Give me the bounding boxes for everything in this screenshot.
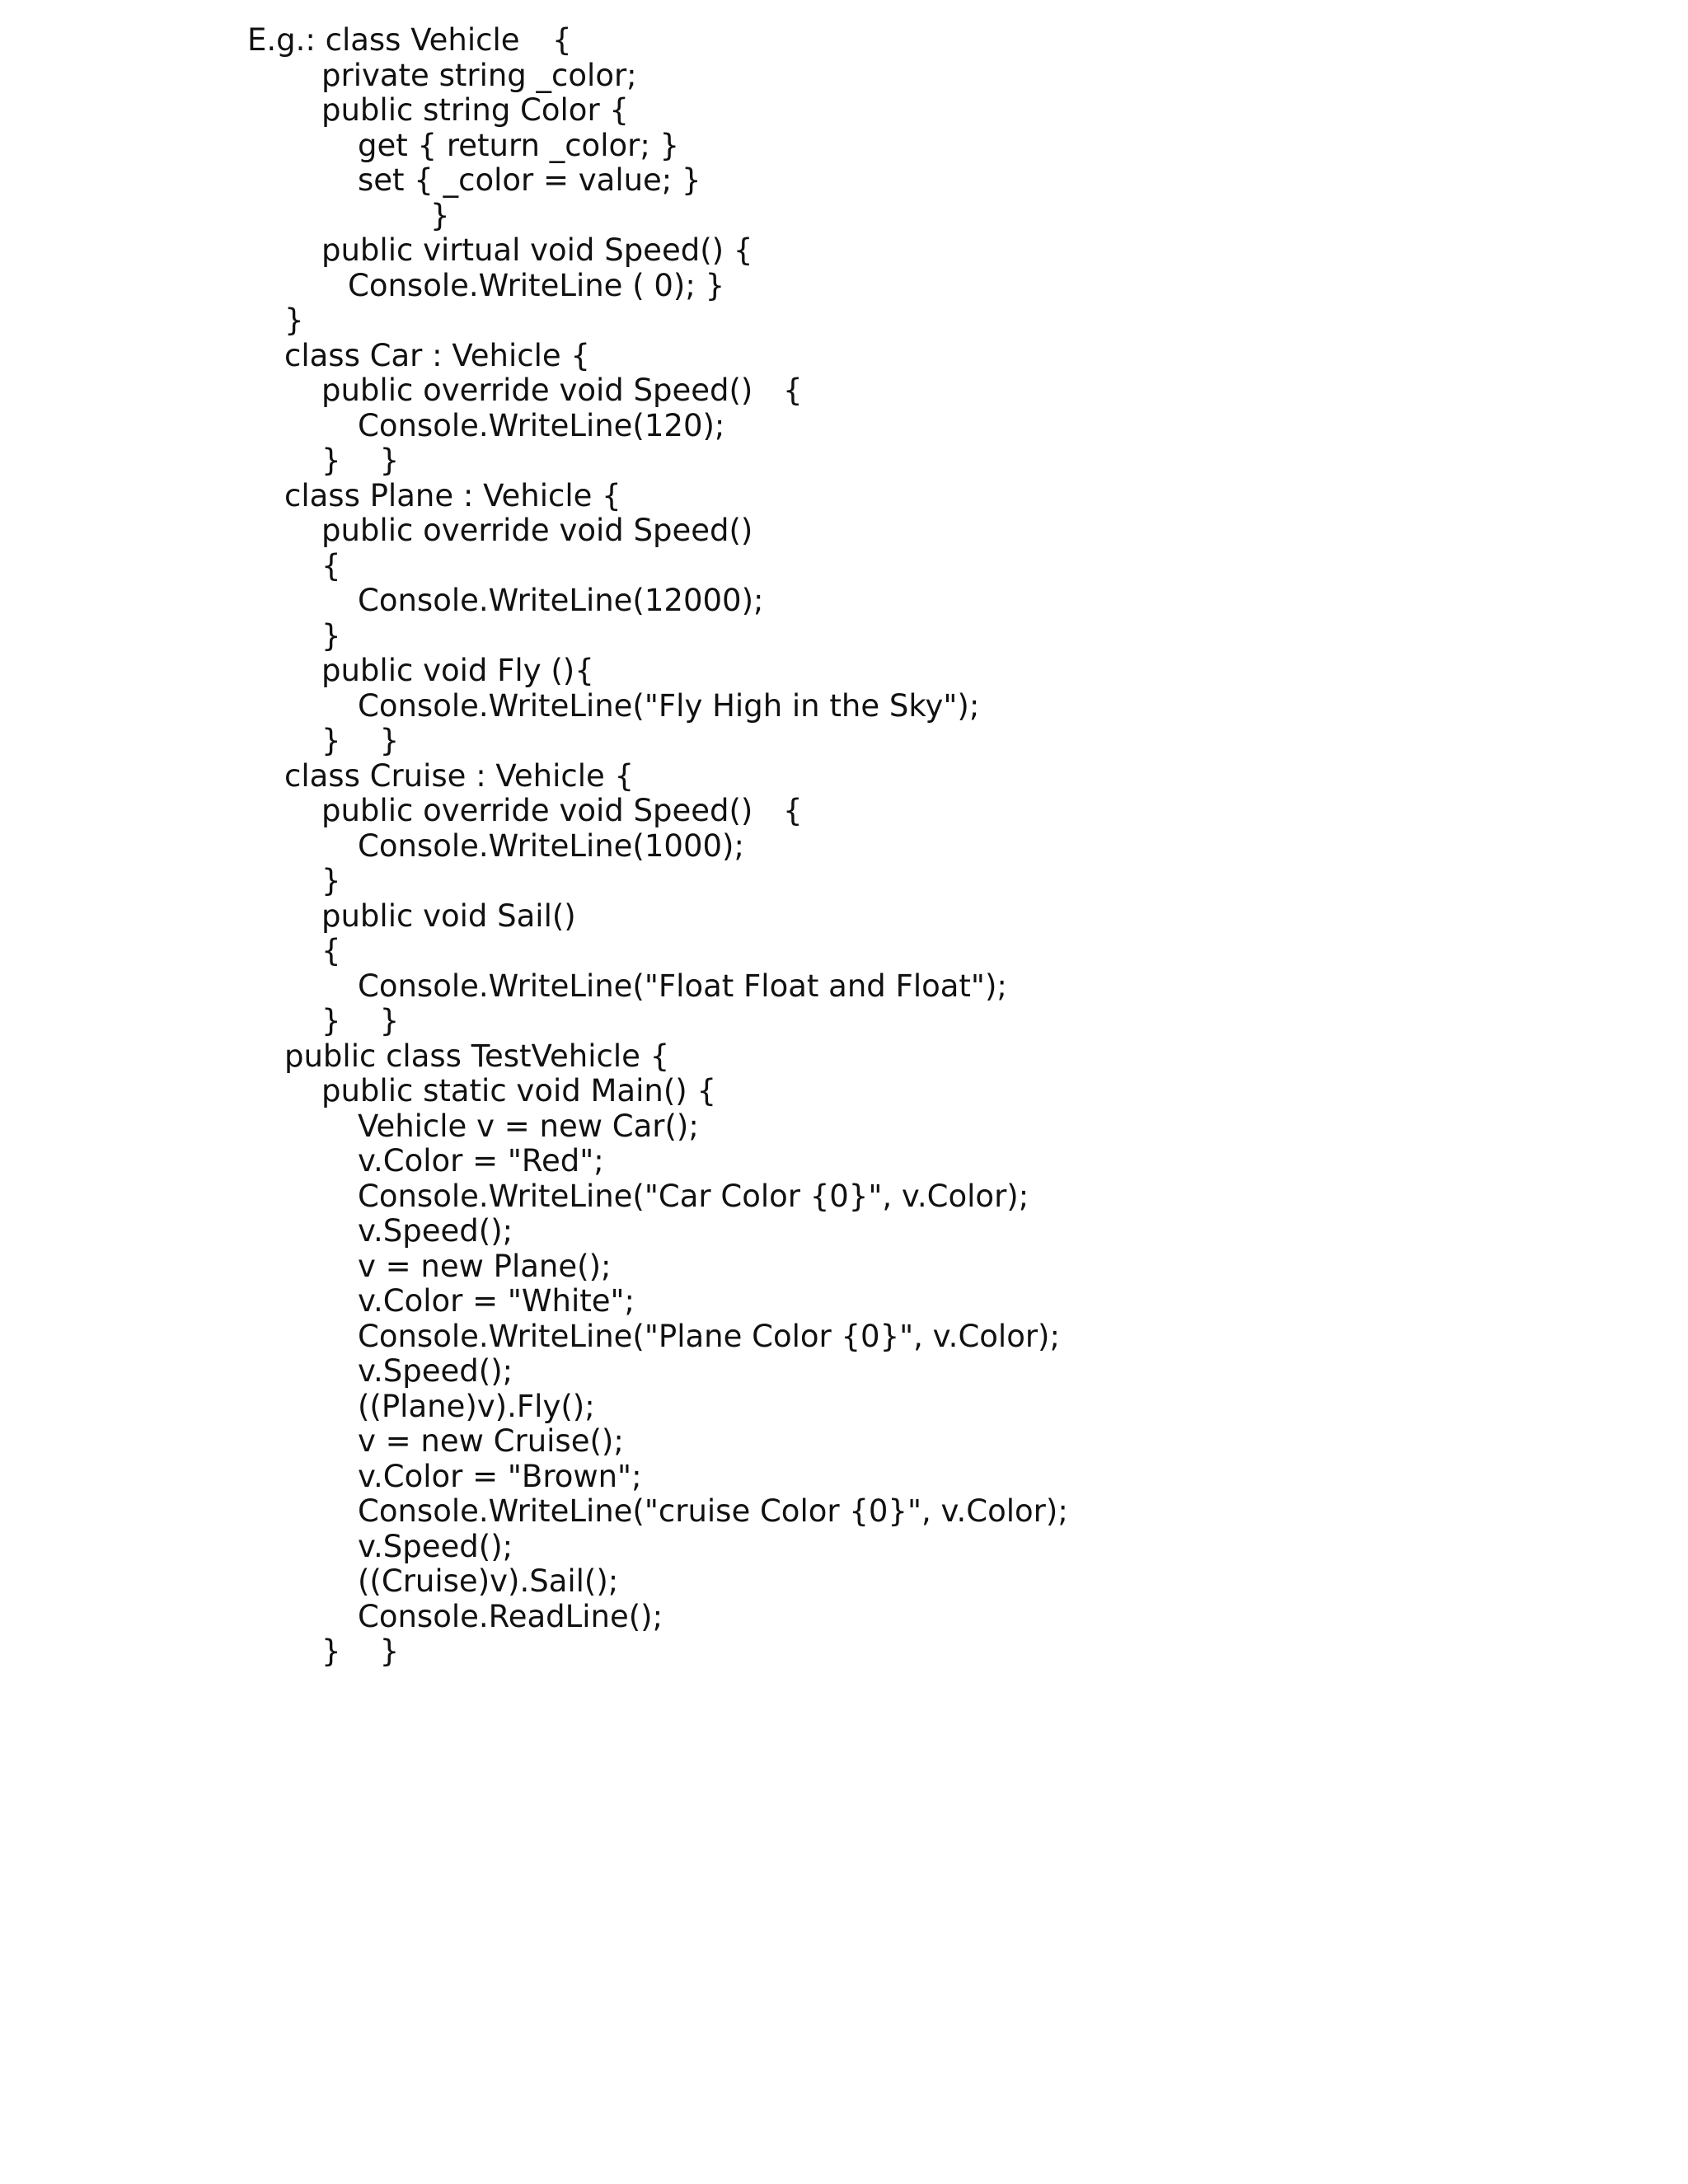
code-line-text: Console.WriteLine("Plane Color {0}", v.Color); (358, 1318, 1060, 1354)
code-line (247, 1319, 1484, 1355)
code-line (247, 689, 1484, 724)
code-line-text: public string Color { (321, 92, 629, 128)
code-line-text: public class TestVehicle { (284, 1038, 670, 1074)
code-line (247, 59, 1484, 94)
code-line (247, 199, 1484, 234)
code-line-text: Console.WriteLine(120); (358, 407, 725, 443)
code-line-text: Console.ReadLine(); (358, 1598, 663, 1634)
code-line (247, 339, 1484, 374)
code-line (247, 1144, 1484, 1179)
code-line-text: } } (321, 1633, 400, 1669)
code-line-text: Console.WriteLine(12000); (358, 583, 764, 618)
code-line-text: E.g.: class Vehicle (247, 22, 520, 58)
code-line (247, 23, 1484, 59)
code-line-brace: { (552, 22, 572, 58)
code-line-text: Console.WriteLine ( 0); } (348, 267, 725, 303)
code-line (247, 1179, 1484, 1215)
code-line-text: v.Color = "White"; (358, 1283, 635, 1319)
code-line (247, 934, 1484, 969)
code-example (247, 23, 1484, 1670)
code-line (247, 513, 1484, 549)
code-line (247, 1214, 1484, 1249)
code-line (247, 1109, 1484, 1145)
code-line (247, 654, 1484, 689)
code-line-brace: { (783, 793, 803, 828)
code-line-text: v.Color = "Red"; (358, 1143, 604, 1179)
code-line-text: Console.WriteLine("Fly High in the Sky"); (358, 687, 980, 724)
code-line-text: v = new Plane(); (358, 1248, 612, 1284)
code-line (247, 303, 1484, 339)
code-line-text: ((Plane)v).Fly(); (358, 1388, 595, 1424)
code-line (247, 864, 1484, 899)
code-line-text: } (284, 302, 304, 338)
code-line (247, 1634, 1484, 1670)
code-line-text: public override void Speed() (321, 793, 753, 828)
code-line (247, 163, 1484, 199)
code-line-text: set { _color = value; } (358, 162, 701, 198)
code-line-text: public void Sail() (321, 898, 576, 934)
code-line (247, 1564, 1484, 1600)
code-line-text: Console.WriteLine(1000); (358, 827, 744, 864)
code-line (247, 1039, 1484, 1075)
code-line (247, 829, 1484, 865)
code-line (247, 549, 1484, 584)
code-line-text: get { return _color; } (358, 127, 680, 163)
code-line-text: v.Speed(); (358, 1213, 513, 1249)
code-line (247, 899, 1484, 935)
code-line-text: Console.WriteLine("Car Color {0}", v.Color); (358, 1178, 1029, 1214)
code-line-text: class Plane : Vehicle { (284, 477, 621, 513)
code-line-text: v = new Cruise(); (358, 1423, 624, 1459)
code-line-text: Vehicle v = new Car(); (358, 1108, 699, 1144)
code-line (247, 1284, 1484, 1319)
code-line (247, 583, 1484, 619)
code-line (247, 409, 1484, 444)
code-line (247, 1004, 1484, 1039)
code-line-text: } } (321, 723, 400, 758)
code-line-text: v.Speed(); (358, 1528, 513, 1564)
code-line (247, 1074, 1484, 1109)
code-line-text: public void Fly (){ (321, 653, 594, 688)
code-line-text: class Cruise : Vehicle { (284, 757, 635, 794)
code-line-text: } (321, 617, 341, 654)
code-line-text: class Car : Vehicle { (284, 337, 590, 373)
code-line (247, 1460, 1484, 1495)
code-line (247, 1530, 1484, 1565)
code-line (247, 1494, 1484, 1530)
code-line-text: public override void Speed() (321, 513, 753, 548)
code-line (247, 969, 1484, 1005)
code-line-text: public static void Main() { (321, 1073, 716, 1108)
code-line (247, 724, 1484, 759)
code-line-text: Console.WriteLine("Float Float and Float"); (358, 968, 1007, 1004)
code-line-text: Console.WriteLine("cruise Color {0}", v.Color); (358, 1493, 1068, 1529)
code-line (247, 129, 1484, 164)
code-line-brace: { (783, 373, 803, 408)
code-line (247, 1600, 1484, 1635)
code-line-text: } } (321, 1003, 400, 1038)
code-line-text: { (321, 933, 341, 968)
code-line (247, 1249, 1484, 1285)
code-line (247, 479, 1484, 514)
code-line (247, 443, 1484, 479)
code-line-text: public override void Speed() (321, 373, 753, 408)
code-line-text: } } (321, 443, 400, 478)
code-line (247, 759, 1484, 794)
code-line (247, 619, 1484, 654)
code-line (247, 269, 1484, 304)
code-line-text: { (321, 547, 341, 583)
code-line-text: } (430, 197, 450, 233)
code-line (247, 373, 1484, 409)
code-line (247, 1424, 1484, 1460)
code-line (247, 794, 1484, 829)
code-line-text: } (321, 863, 341, 898)
code-line-text: public virtual void Speed() { (321, 232, 753, 268)
code-line (247, 93, 1484, 129)
code-line (247, 233, 1484, 269)
code-line-text: v.Color = "Brown"; (358, 1458, 642, 1494)
code-line-text: private string _color; (321, 57, 637, 93)
code-line (247, 1390, 1484, 1425)
code-line-text: ((Cruise)v).Sail(); (358, 1563, 619, 1599)
code-line-text: v.Speed(); (358, 1353, 513, 1389)
code-line (247, 1354, 1484, 1390)
